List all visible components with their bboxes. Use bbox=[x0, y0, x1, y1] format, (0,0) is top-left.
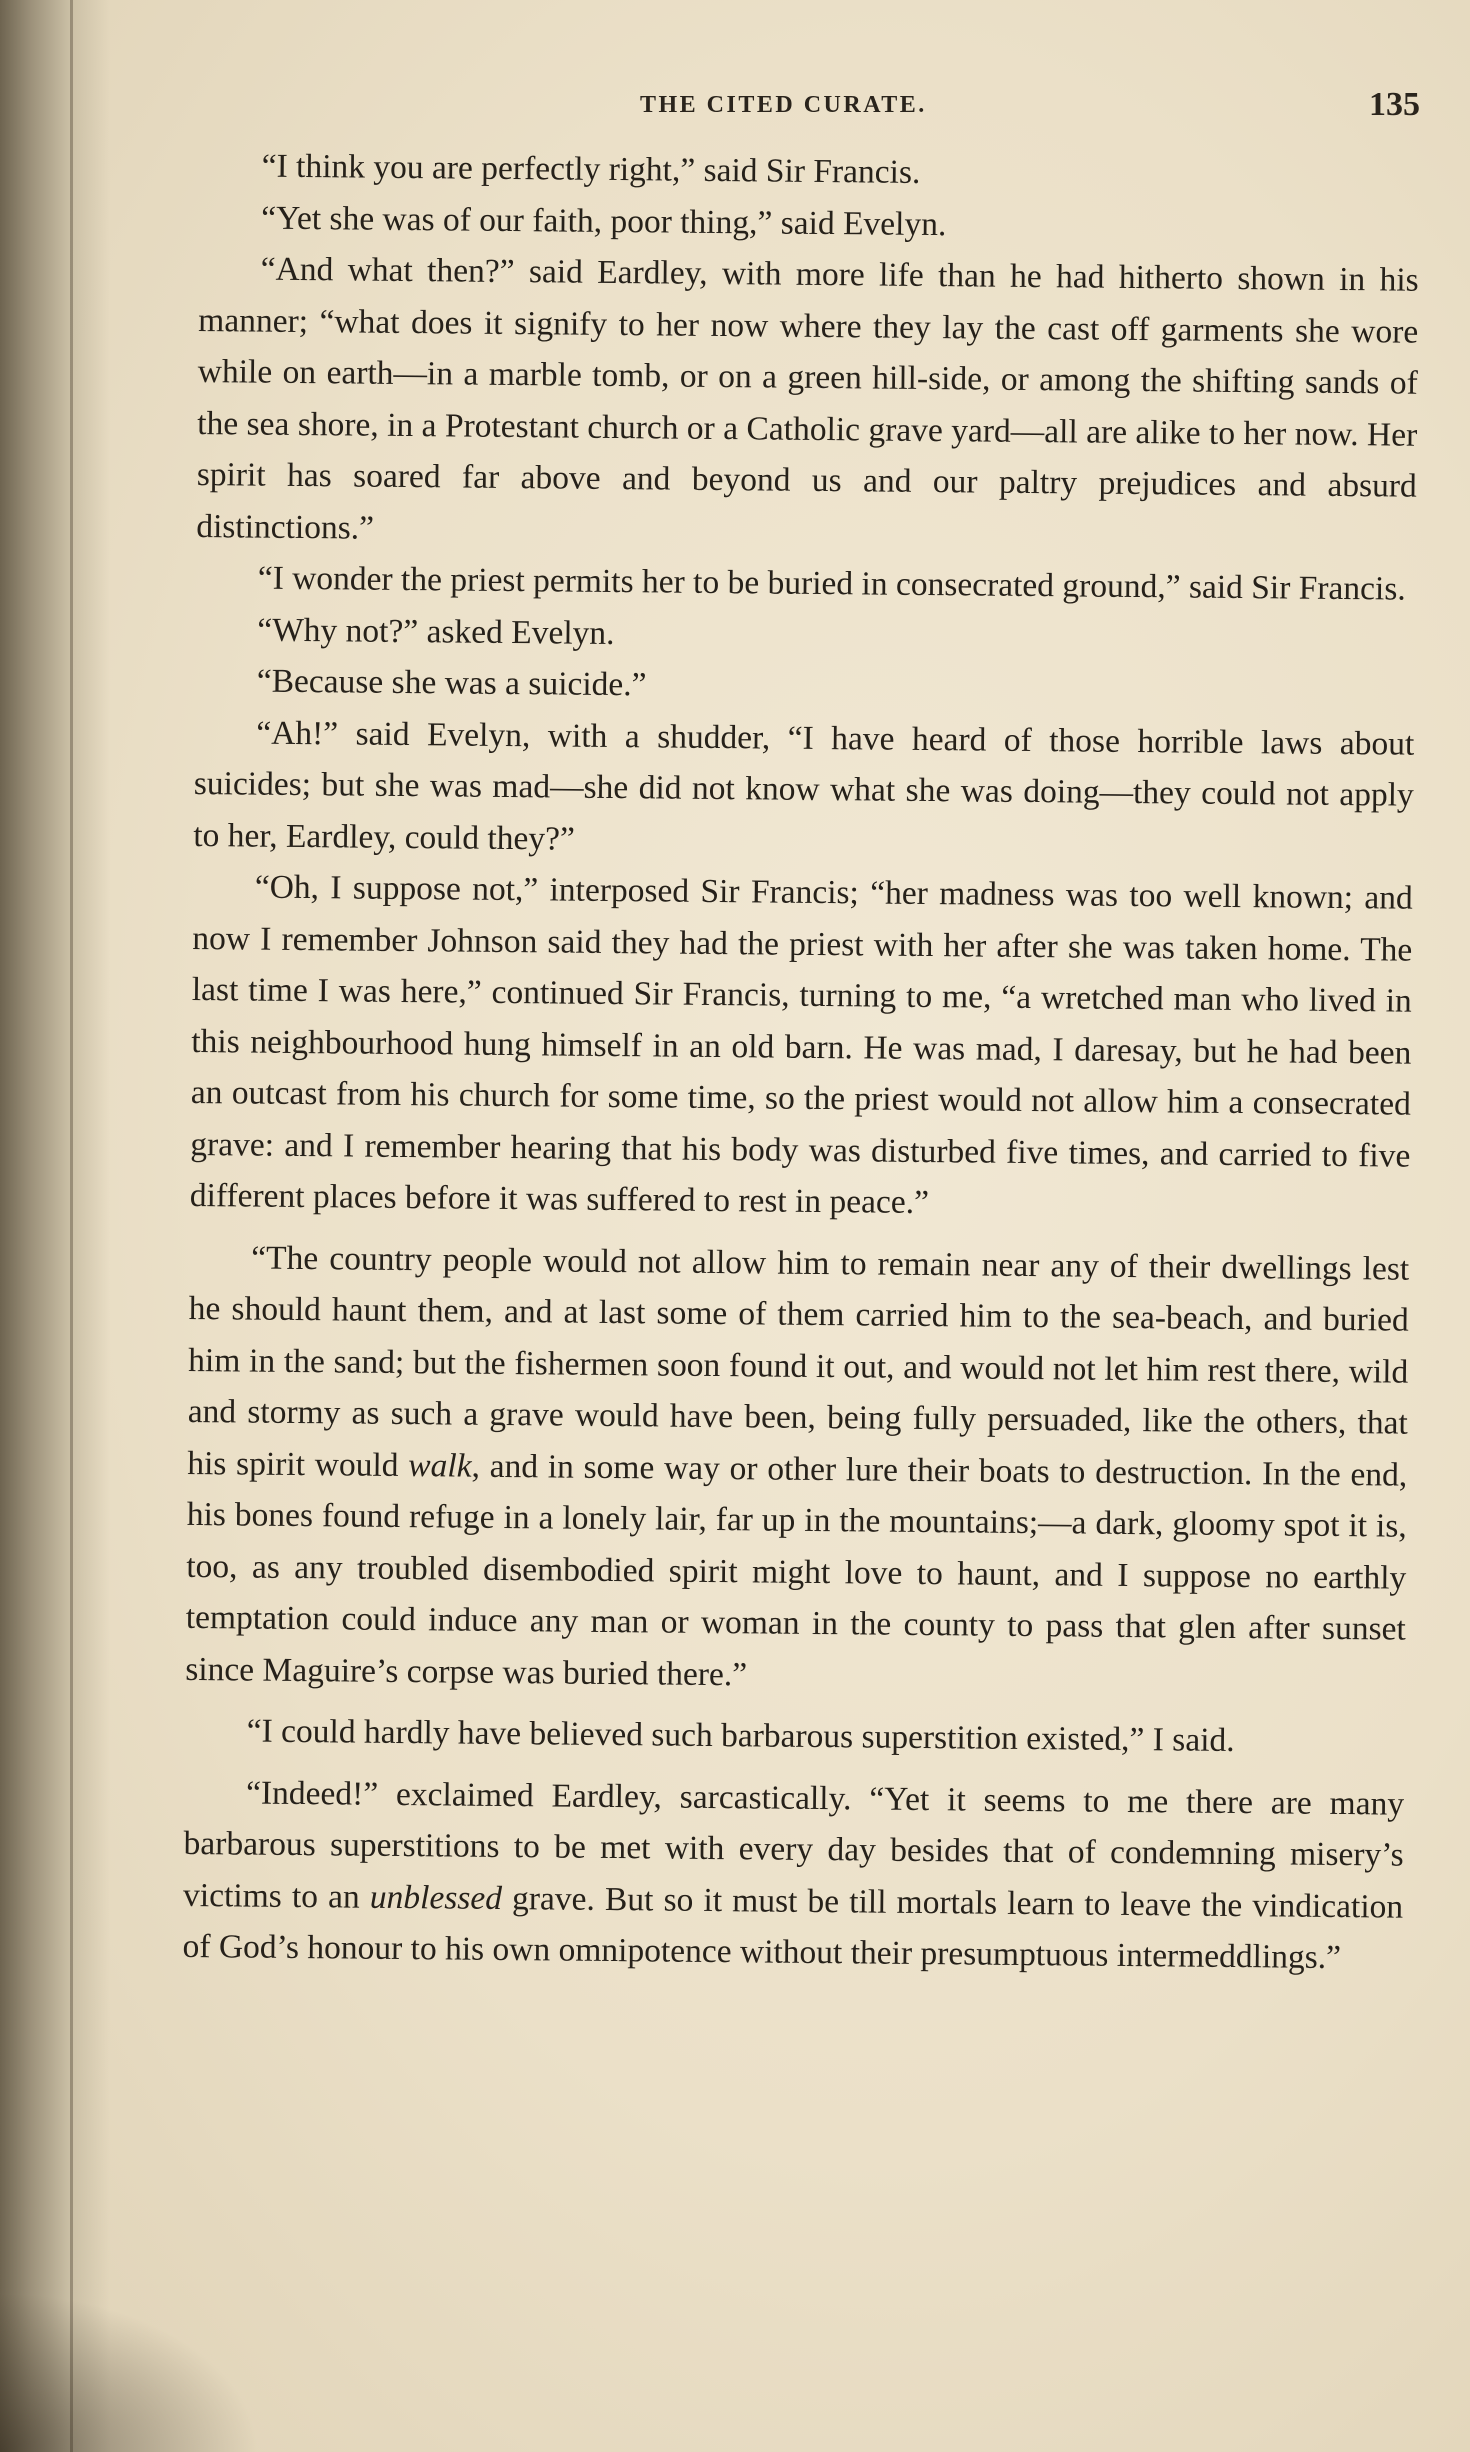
text-run: “Indeed!” exclaimed Eardley, sarcastically. “Yet it seems to me there are many barbarous superstitions to be met with every day besides that of condemning misery’s victims to an bbox=[182, 1774, 1405, 1916]
page-gutter-shadow bbox=[0, 0, 110, 2452]
paragraph bbox=[185, 1231, 1409, 1706]
italic-text: unblessed bbox=[369, 1878, 503, 1917]
paragraph bbox=[196, 243, 1419, 564]
italic-text: walk bbox=[408, 1446, 472, 1485]
text-run: , and in some way or other lure their boats to destruction. In the end, his bones found refuge in a lonely lair, far up in the mountains;—a dark, gloomy spot it is, too, as any troubled disembodied spirit might love to haunt, and I suppose no earthly temptation could induce any man or woman in the county to pass that glen after sunset since Maguire’s corpse was buried there.” bbox=[185, 1447, 1408, 1693]
text-run: “I could hardly have believed such barbarous superstition existed,” I said. bbox=[246, 1712, 1235, 1760]
text-run: “Because she was a suicide.” bbox=[256, 662, 647, 704]
text-run: “Ah!” said Evelyn, with a shudder, “I have heard of those horrible laws about suicides; but she was mad—she did not know what she was doing—they could not apply to her, Eardley, could they?” bbox=[193, 714, 1415, 858]
text-run: “And what then?” said Eardley, with more life than he had hitherto shown in his manner; “what does it signify to her now where they lay the cast off garments she wore while on earth—in a marble tomb, or on a green hill-side, or among the shifting sands of the sea shore, in a Protestant church or a Catholic grave yard—all are alike to her now. Her spirit has soared far above and beyond us and our paltry prejudices and absurd distinctions.” bbox=[196, 250, 1419, 547]
paragraph bbox=[193, 706, 1414, 872]
text-run: “The country people would not allow him to remain near any of their dwellings lest he should haunt them, and at last some of them carried him to the sea-beach, and buried him in the sand; but the fishermen soon found it out, and would not let him rest there, wild and stormy as such a grave would have been, being fully persuaded, like the others, that his spirit would bbox=[187, 1239, 1410, 1484]
text-run: “I wonder the priest permits her to be buried in consecrated ground,” said Sir Francis. bbox=[257, 559, 1406, 608]
running-head bbox=[200, 86, 1440, 132]
page-number: 135 bbox=[1369, 86, 1420, 123]
binding-edge bbox=[70, 0, 73, 2452]
text-run: “I think you are perfectly right,” said Sir Francis. bbox=[261, 147, 921, 191]
paragraph bbox=[190, 861, 1413, 1233]
body-text bbox=[182, 140, 1420, 1984]
corner-shadow bbox=[0, 2292, 260, 2452]
text-run: “Why not?” asked Evelyn. bbox=[257, 611, 615, 652]
running-head-title: THE CITED CURATE. bbox=[640, 92, 927, 118]
paragraph bbox=[182, 1766, 1404, 1984]
text-run: “Oh, I suppose not,” interposed Sir Francis; “her madness was too well known; and now I remember Johnson said they had the priest with her after she was taken home. The last time I was here,” continued Sir Francis, turning to me, “a wretched man who lived in this neighbourhood hung himself in an old barn. He was mad, I daresay, but he had been an outcast from his church for some time, so the priest would not allow him a consecrated grave: and I remember hearing that his body was disturbed five times, and carried to five different places before it was suffered to rest in peace.” bbox=[189, 868, 1413, 1222]
text-run: grave. But so it must be till mortals learn to leave the vindication of God’s honour to his own omnipotence without their presumptuous intermeddlings.” bbox=[182, 1879, 1404, 1977]
text-run: “Yet she was of our faith, poor thing,” said Evelyn. bbox=[261, 199, 947, 243]
paragraph bbox=[184, 1705, 1404, 1768]
